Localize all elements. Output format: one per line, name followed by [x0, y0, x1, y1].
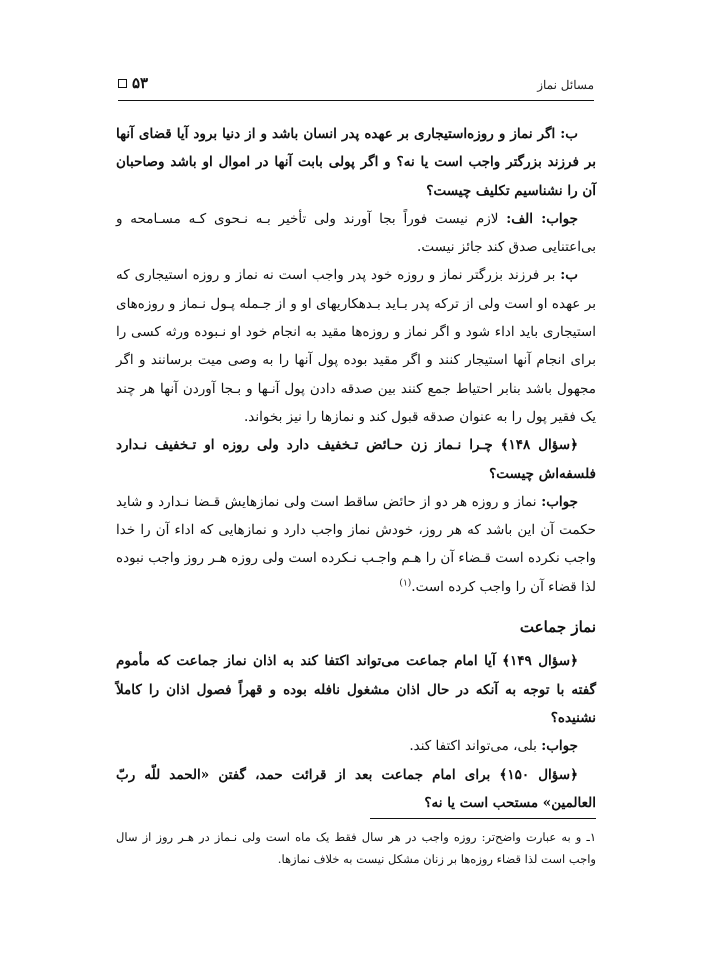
answer-b1 — [116, 120, 596, 205]
section-title: نماز جماعت — [519, 618, 596, 637]
square-box-icon — [118, 79, 127, 88]
answer-b1-text: اگر نماز و روزه‌استیجاری بر عهده پدر انسان باشد و از دنیا برود آیا قضای آنها بر فرزند بزرگتر واجب است یا نه؟ و اگر پولی بابت آنها در اموال او باشد وصاحبان آن را نشناسیم تکلیف چیست؟ — [116, 126, 596, 199]
page-body — [116, 120, 596, 817]
question-150-label: ﴿سؤال ۱۵۰﴾ — [499, 766, 578, 783]
question-150 — [116, 761, 596, 818]
footnote-reference[interactable]: (۱) — [399, 578, 412, 589]
answer-alef-text: لازم نیست فوراً بجا آورند ولی تأخیر بـه نـحوی کـه مسـامحه و بی‌اعتنایی صدق کند جائز نیست. — [116, 210, 596, 256]
answer-alef — [116, 205, 596, 262]
answer-148-label: جواب: — [541, 493, 578, 510]
header-rule — [118, 100, 594, 101]
question-150-text: برای امام جماعت بعد از قرائت حمد، گفتن «الحمد للّه ربّ العالمین» مستحب است یا نه؟ — [116, 766, 596, 811]
question-148-label: ﴿سؤال ۱۴۸﴾ — [500, 437, 578, 454]
answer-149-label: جواب: — [541, 738, 578, 755]
answer-149-text: بلی، می‌تواند اکتفا کند. — [409, 738, 542, 755]
footnote-rule — [370, 818, 596, 819]
answer-b2 — [116, 261, 596, 431]
answer-b1-label: ب: — [560, 126, 578, 142]
question-148 — [116, 431, 596, 488]
answer-b2-text: بر فرزند بزرگتر نماز و روزه خود پدر واجب است نه نماز و روزه استیجاری که بر عهده او است ولی از ترکه پدر بـاید بـدهکاریهای او و از جـمله پـول نـماز و روزه‌های استیجاری باید اداء شود و اگر نماز و روزه‌ها مقید به انجام خود او نـبوده ورثه کسی را برای انجام آنها استیجار کنند و اگر مقید بوده پول آنها را به وصی میت برسانند و اگر مجهول باشد بنابر احتیاط جمع کنند بین صدقه دادن پول آنـها و بـجا آوردن آنها هر چند یک فقیر پول را به عنوان صدقه قبول کند و نمازها را نیز بخواند. — [116, 267, 596, 425]
page-number: ۵۳ — [132, 74, 149, 92]
running-title: مسائل نماز — [537, 78, 594, 92]
answer-148 — [116, 488, 596, 601]
page-number-block — [118, 74, 148, 92]
question-148-text: چـرا نـماز زن حـائض تـخفیف دارد ولی روزه او تـخفیف نـدارد فلسفه‌اش چیست؟ — [116, 437, 596, 482]
question-149 — [116, 647, 596, 732]
answer-148-text: نماز و روزه هر دو از حائض ساقط است ولی نمازهایش قـضا نـدارد و شاید حکمت آن این باشد که هر روز، خودش نماز واجب دارد و نمازهایی که اداء آن را خدا واجب نکرده است قـضاء آن را هـم واجـب نـکرده است ولی روزه هـر روز واجب نبوده لذا قضاء آن را واجب کرده است. — [116, 493, 596, 595]
footnote: ۱ـ و به عبارت واضح‌تر: روزه واجب در هر سال فقط یک ماه است ولی نـماز در هـر روز از سال واجب است لذا قضاء روزه‌ها بر زنان مشکل نیست به خلاف نمازها. — [116, 830, 596, 866]
page-header — [118, 74, 594, 100]
question-149-label: ﴿سؤال ۱۴۹﴾ — [502, 653, 578, 670]
question-149-text: آیا امام جماعت می‌تواند اکتفا کند به اذان نماز جماعت که مأموم گفته با توجه به آنکه در حال اذان مشغول نافله بوده و قهراً فصول اذان را کاملاً نشنیده؟ — [116, 653, 596, 726]
answer-alef-label: جواب: الف: — [506, 210, 578, 227]
answer-149 — [116, 732, 596, 760]
answer-b2-label: ب: — [560, 267, 578, 284]
